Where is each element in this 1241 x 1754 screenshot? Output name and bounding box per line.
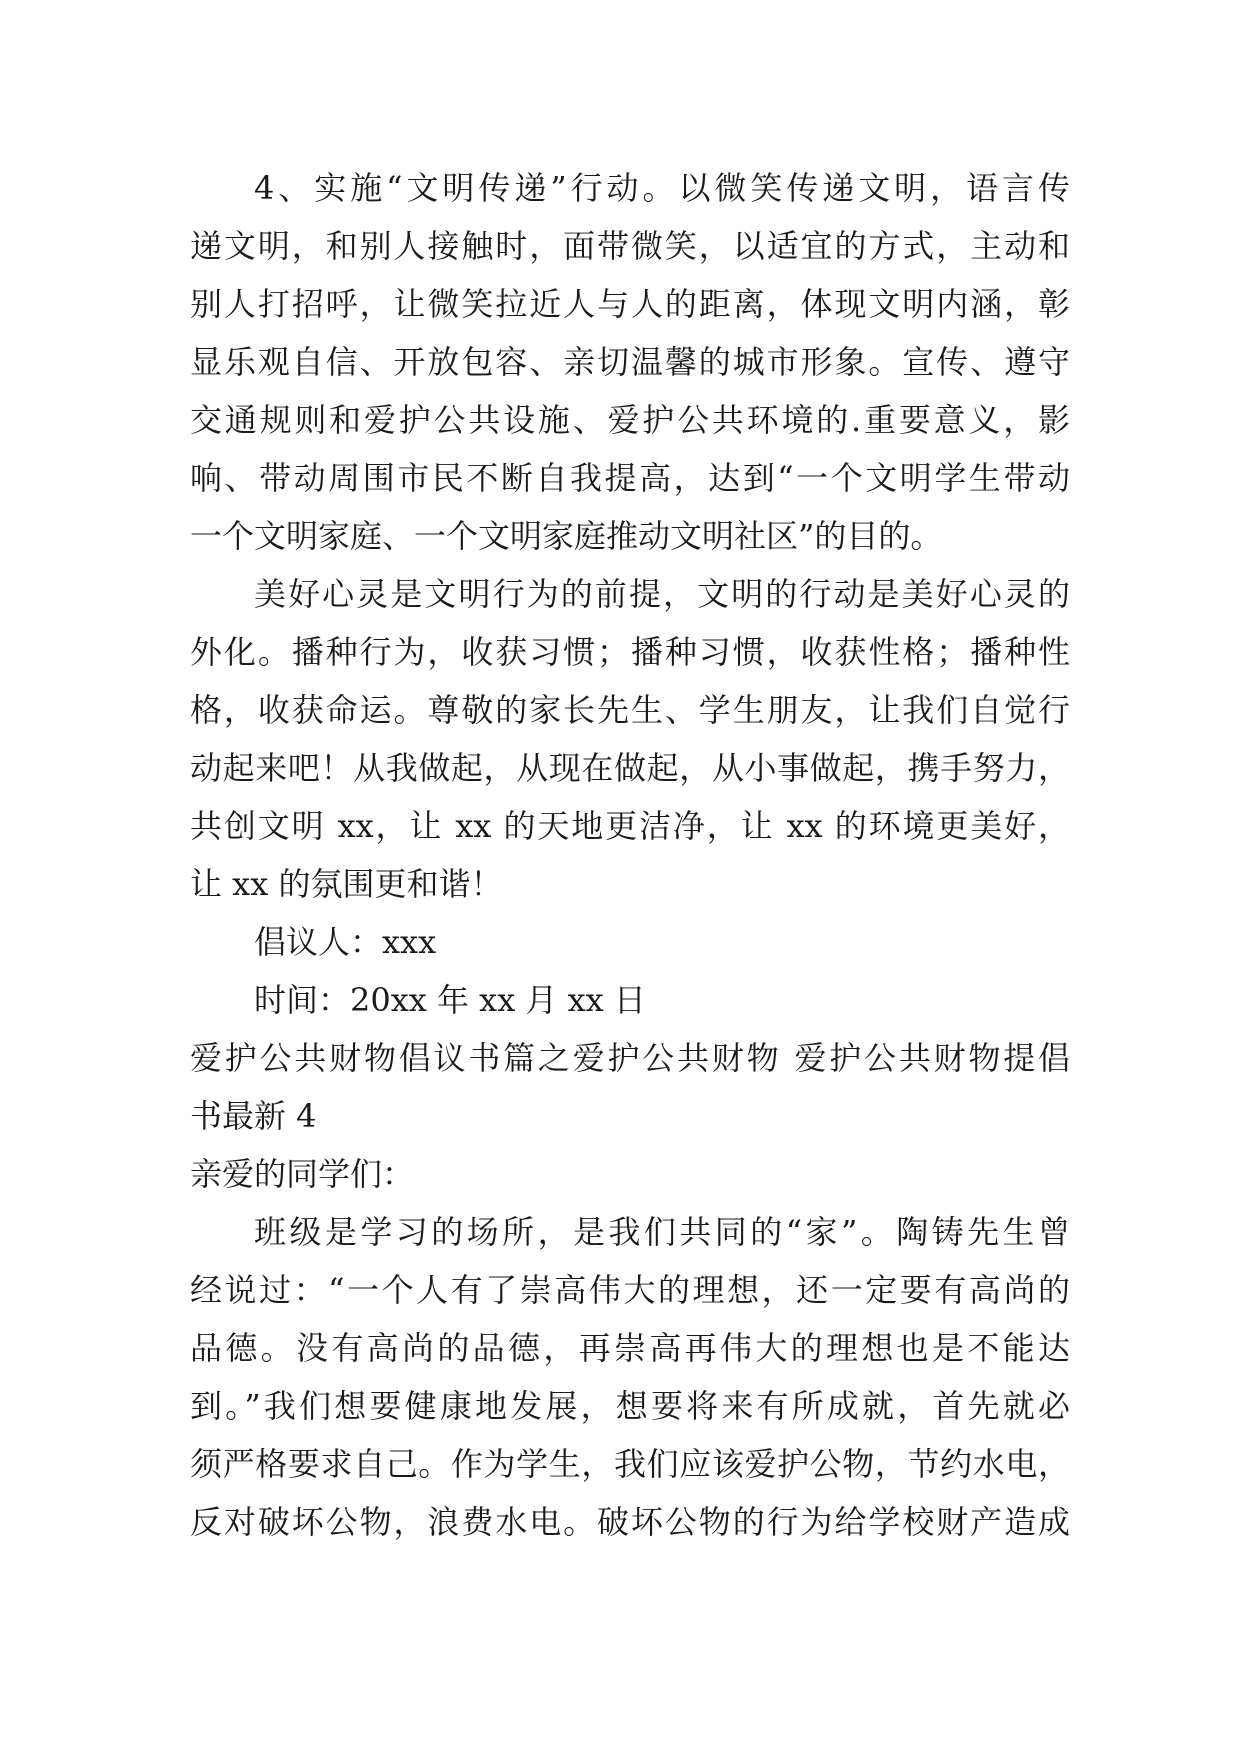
text-line: 交通规则和爱护公共设施、爱护公共环境的.重要意义，影 <box>190 401 1070 439</box>
text-line: 格，收获命运。尊敬的家长先生、学生朋友，让我们自觉行 <box>190 691 1070 729</box>
proposer-line: 倡议人：xxx <box>254 923 437 961</box>
text-line: 班级是学习的场所，是我们共同的“家”。陶铸先生曾 <box>254 1213 1070 1251</box>
text-line: 反对破坏公物，浪费水电。破坏公物的行为给学校财产造成 <box>190 1503 1070 1541</box>
text-line: 品德。没有高尚的品德，再崇高再伟大的理想也是不能达 <box>190 1329 1070 1367</box>
text-line: 外化。播种行为，收获习惯；播种习惯，收获性格；播种性 <box>190 633 1070 671</box>
text-line: 经说过：“一个人有了崇高伟大的理想，还一定要有高尚的 <box>190 1271 1070 1309</box>
text-line: 让 xx 的氛围更和谐！ <box>190 865 503 903</box>
section-title: 爱护公共财物倡议书篇之爱护公共财物 爱护公共财物提倡 <box>190 1039 1070 1077</box>
salutation: 亲爱的同学们： <box>190 1155 415 1193</box>
text-line: 须严格要求自己。作为学生，我们应该爱护公物，节约水电， <box>190 1445 1070 1483</box>
text-line: 到。”我们想要健康地发展，想要将来有所成就，首先就必 <box>190 1387 1070 1425</box>
text-line: 美好心灵是文明行为的前提，文明的行动是美好心灵的 <box>254 575 1070 613</box>
text-line: 共创文明 xx，让 xx 的天地更洁净，让 xx 的环境更美好， <box>190 807 1070 845</box>
text-line: 4、实施“文明传递”行动。以微笑传递文明，语言传 <box>254 169 1070 207</box>
text-line: 显乐观自信、开放包容、亲切温馨的城市形象。宣传、遵守 <box>190 343 1070 381</box>
text-line: 响、带动周围市民不断自我提高，达到“一个文明学生带动 <box>190 459 1070 497</box>
text-line: 别人打招呼，让微笑拉近人与人的距离，体现文明内涵，彰 <box>190 285 1070 323</box>
section-title: 书最新 4 <box>190 1097 317 1135</box>
date-line: 时间：20xx 年 xx 月 xx 日 <box>254 981 646 1019</box>
text-line: 递文明，和别人接触时，面带微笑，以适宜的方式，主动和 <box>190 227 1070 265</box>
text-line: 动起来吧！从我做起，从现在做起，从小事做起，携手努力， <box>190 749 1070 787</box>
text-line: 一个文明家庭、一个文明家庭推动文明社区”的目的。 <box>190 517 943 555</box>
